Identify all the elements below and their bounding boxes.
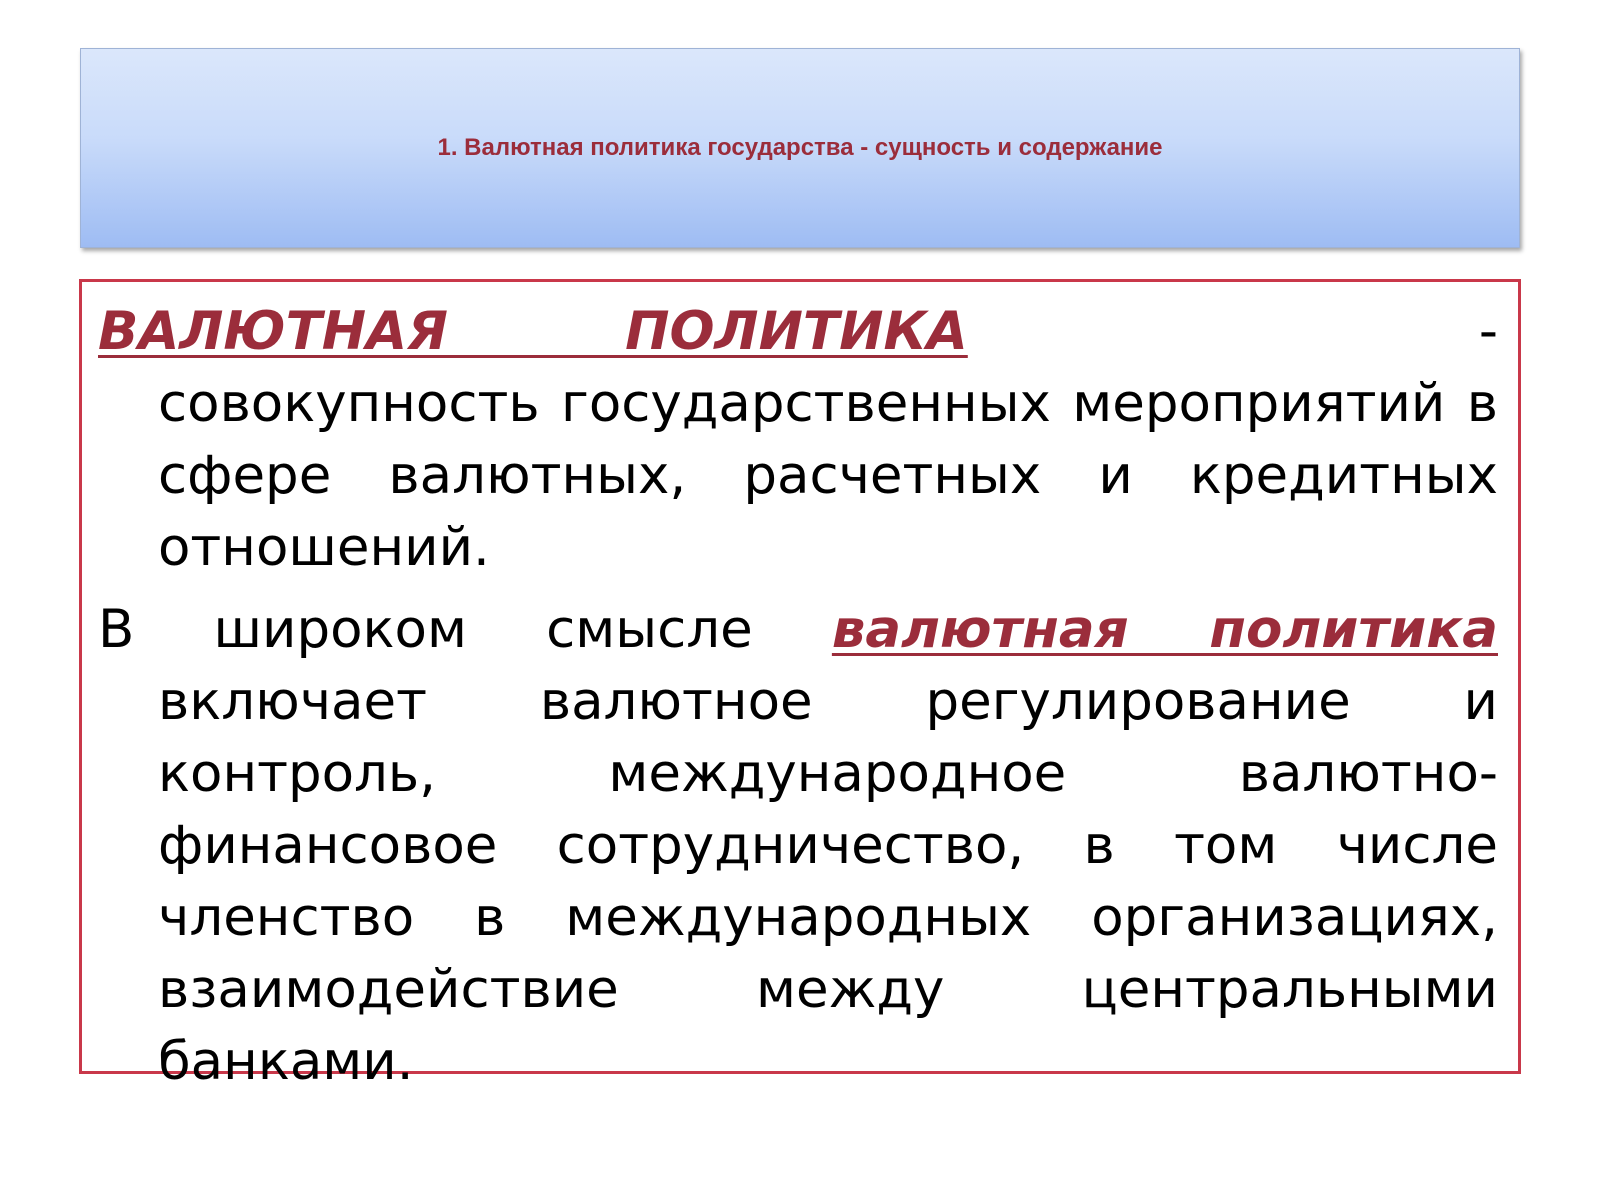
content-box [79, 279, 1521, 1092]
broad-sense-text: включает валютное регулирование и контроль, международное валютно-финансовое сотрудничество, в том числе членство в международных организациях, взаимодействие между центральными банками. [158, 671, 1498, 1092]
broad-sense-term: валютная политика [831, 599, 1498, 660]
slide-title: 1. Валютная политика государства - сущность и содержание [437, 134, 1163, 161]
broad-sense-paragraph [98, 594, 1498, 1098]
definition-text: -совокупность государственных мероприятий в сфере валютных, расчетных и кредитных отношений. [158, 301, 1499, 578]
definition-term: ВАЛЮТНАЯ ПОЛИТИКА [98, 301, 968, 362]
broad-sense-lead: В широком смысле [98, 599, 753, 660]
definition-paragraph [98, 296, 1498, 584]
title-bar [80, 48, 1520, 248]
